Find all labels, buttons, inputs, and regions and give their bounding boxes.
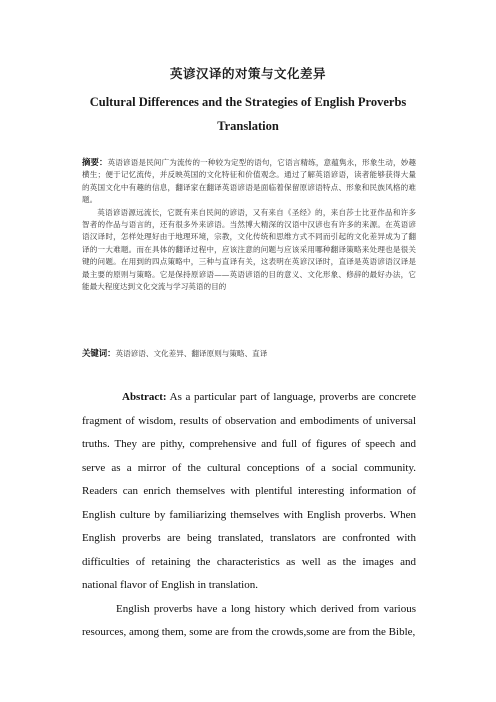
chinese-abstract-paragraph-2: 英语谚语源远流长，它既有来自民间的谚语，又有来自《圣经》的，来自莎士比亚作品和许多智者的作品与语言的，还有很多外来谚语。当然博大精深的汉语中汉谚也有许多的来源。在英语谚语汉译时，怎样处理好由于地理环境，宗教，文化传统和思维方式不同而引起的文化差异成为了翻译的一大难题。而在具体的翻译过程中，应该注意的问题与应该采用哪种翻译策略来处理也是很关键的问题。在用到的四点策略中，三种与直译有关，这表明在英谚汉译时，直译是英语谚语汉译是最主要的原则与策略。它是保持原谚语——英语谚语的目的意义、文化形象、修辞的最好办法，它能最大程度达到文化交流与学习英语的目的: [82, 207, 416, 292]
chinese-keywords-label: 关键词：: [82, 348, 116, 358]
chinese-keywords: [82, 347, 416, 359]
chinese-abstract-label: 摘要：: [82, 157, 108, 167]
chinese-keywords-text: 英语谚语、文化差异、翻译原则与策略、直译: [115, 349, 268, 358]
english-abstract-text-1: As a particular part of language, proverbs are concrete fragment of wisdom, results of observation and embodiments of universal truths. They are pithy, comprehensive and full of figures of speech and serve as a mirror of the cultural conceptions of a social community. Readers can enrich themselves with plentiful interesting information of English culture by familiarizing themselves with English proverbs. When English proverbs are being translated, translators are confronted with difficulties of retaining the characteristics as well as the images and national flavor of English in translation.: [82, 391, 416, 591]
english-abstract-label: Abstract:: [122, 391, 167, 403]
chinese-abstract: [82, 156, 416, 293]
english-abstract-paragraph-2: English proverbs have a long history which derived from various resources, among them, some are from the crowds,some are from the Bible,: [82, 602, 416, 638]
title-english-line-1: Cultural Differences and the Strategies of English Proverbs: [89, 95, 407, 109]
title-chinese: 英谚汉译的对策与文化差异: [169, 66, 326, 81]
chinese-abstract-paragraph-1: [82, 156, 416, 207]
english-abstract: [82, 386, 416, 645]
chinese-abstract-text-1: 英语谚语是民间广为流传的一种较为定型的语句，它语言精练，意蕴隽永，形象生动，妙趣横生；便于记忆流传，并反映英国的文化特征和价值观念。通过了解英语谚语，读者能够获得大量的英国文化中有趣的信息，翻译家在翻译英语谚语是面临着保留原谚语特点、形象和民族风格的难题。: [82, 158, 417, 205]
english-abstract-paragraph-1: [82, 386, 416, 598]
title-english-line-2: Translation: [217, 119, 279, 133]
